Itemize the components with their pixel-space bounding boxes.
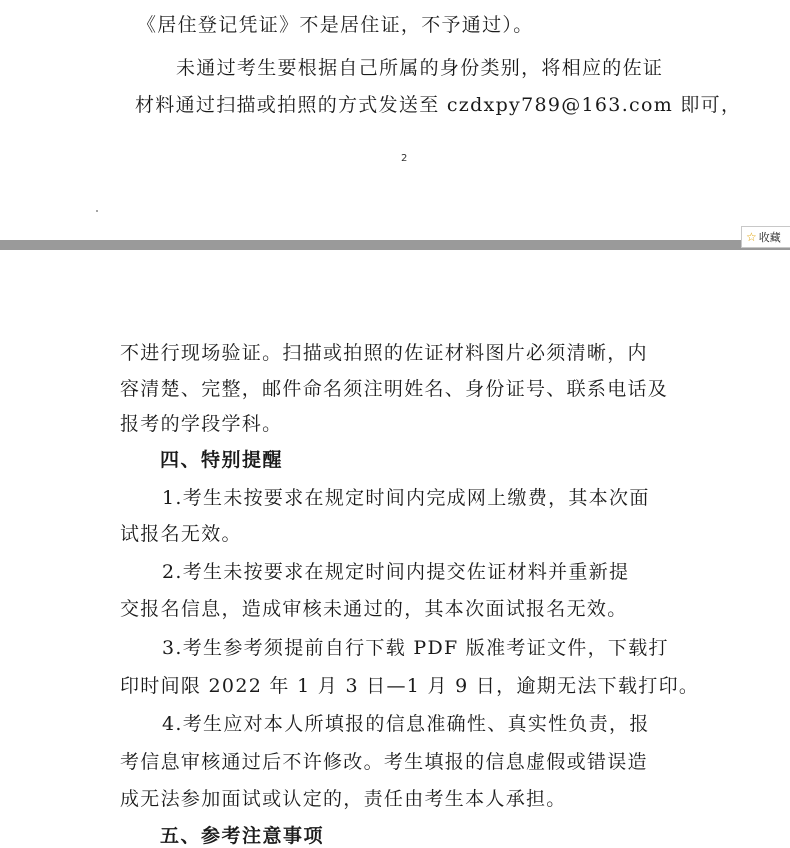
text-line: 4.考生应对本人所填报的信息准确性、真实性负责，报 <box>162 713 650 735</box>
text-line: 印时间限 2022 年 1 月 3 日—1 月 9 日，逾期无法下载打印。 <box>120 675 700 697</box>
text-line: 《居住登记凭证》不是居住证，不予通过）。 <box>137 14 534 36</box>
text-line: 1.考生未按要求在规定时间内完成网上缴费，其本次面 <box>162 487 650 509</box>
text-line: 成无法参加面试或认定的，责任由考生本人承担。 <box>120 788 567 810</box>
text-line: 报考的学段学科。 <box>120 413 283 435</box>
scan-speck <box>96 210 98 212</box>
text-line: 2.考生未按要求在规定时间内提交佐证材料并重新提 <box>162 561 630 583</box>
text-line: 3.考生参考须提前自行下载 PDF 版准考证文件，下载打 <box>162 637 669 659</box>
text-line: 容清楚、完整，邮件命名须注明姓名、身份证号、联系电话及 <box>120 378 669 400</box>
favorite-button[interactable] <box>741 226 790 248</box>
text-line: 考信息审核通过后不许修改。考生填报的信息虚假或错误造 <box>120 751 648 773</box>
page-number: 2 <box>401 153 408 164</box>
section-heading: 五、参考注意事项 <box>160 825 325 847</box>
favorite-label: 收藏 <box>758 231 781 244</box>
section-heading: 四、特别提醒 <box>160 449 284 471</box>
text-line: 试报名无效。 <box>120 523 242 545</box>
text-line: 交报名信息，造成审核未通过的，其本次面试报名无效。 <box>120 598 628 620</box>
page-separator <box>0 240 790 250</box>
text-line: 未通过考生要根据自己所属的身份类别，将相应的佐证 <box>176 57 664 79</box>
document-page-bottom <box>0 250 790 847</box>
text-line: 材料通过扫描或拍照的方式发送至 czdxpy789@163.com 即可， <box>135 94 742 116</box>
star-icon: ☆ <box>746 230 757 244</box>
document-page-top <box>0 0 790 240</box>
text-line: 不进行现场验证。扫描或拍照的佐证材料图片必须清晰，内 <box>120 342 648 364</box>
